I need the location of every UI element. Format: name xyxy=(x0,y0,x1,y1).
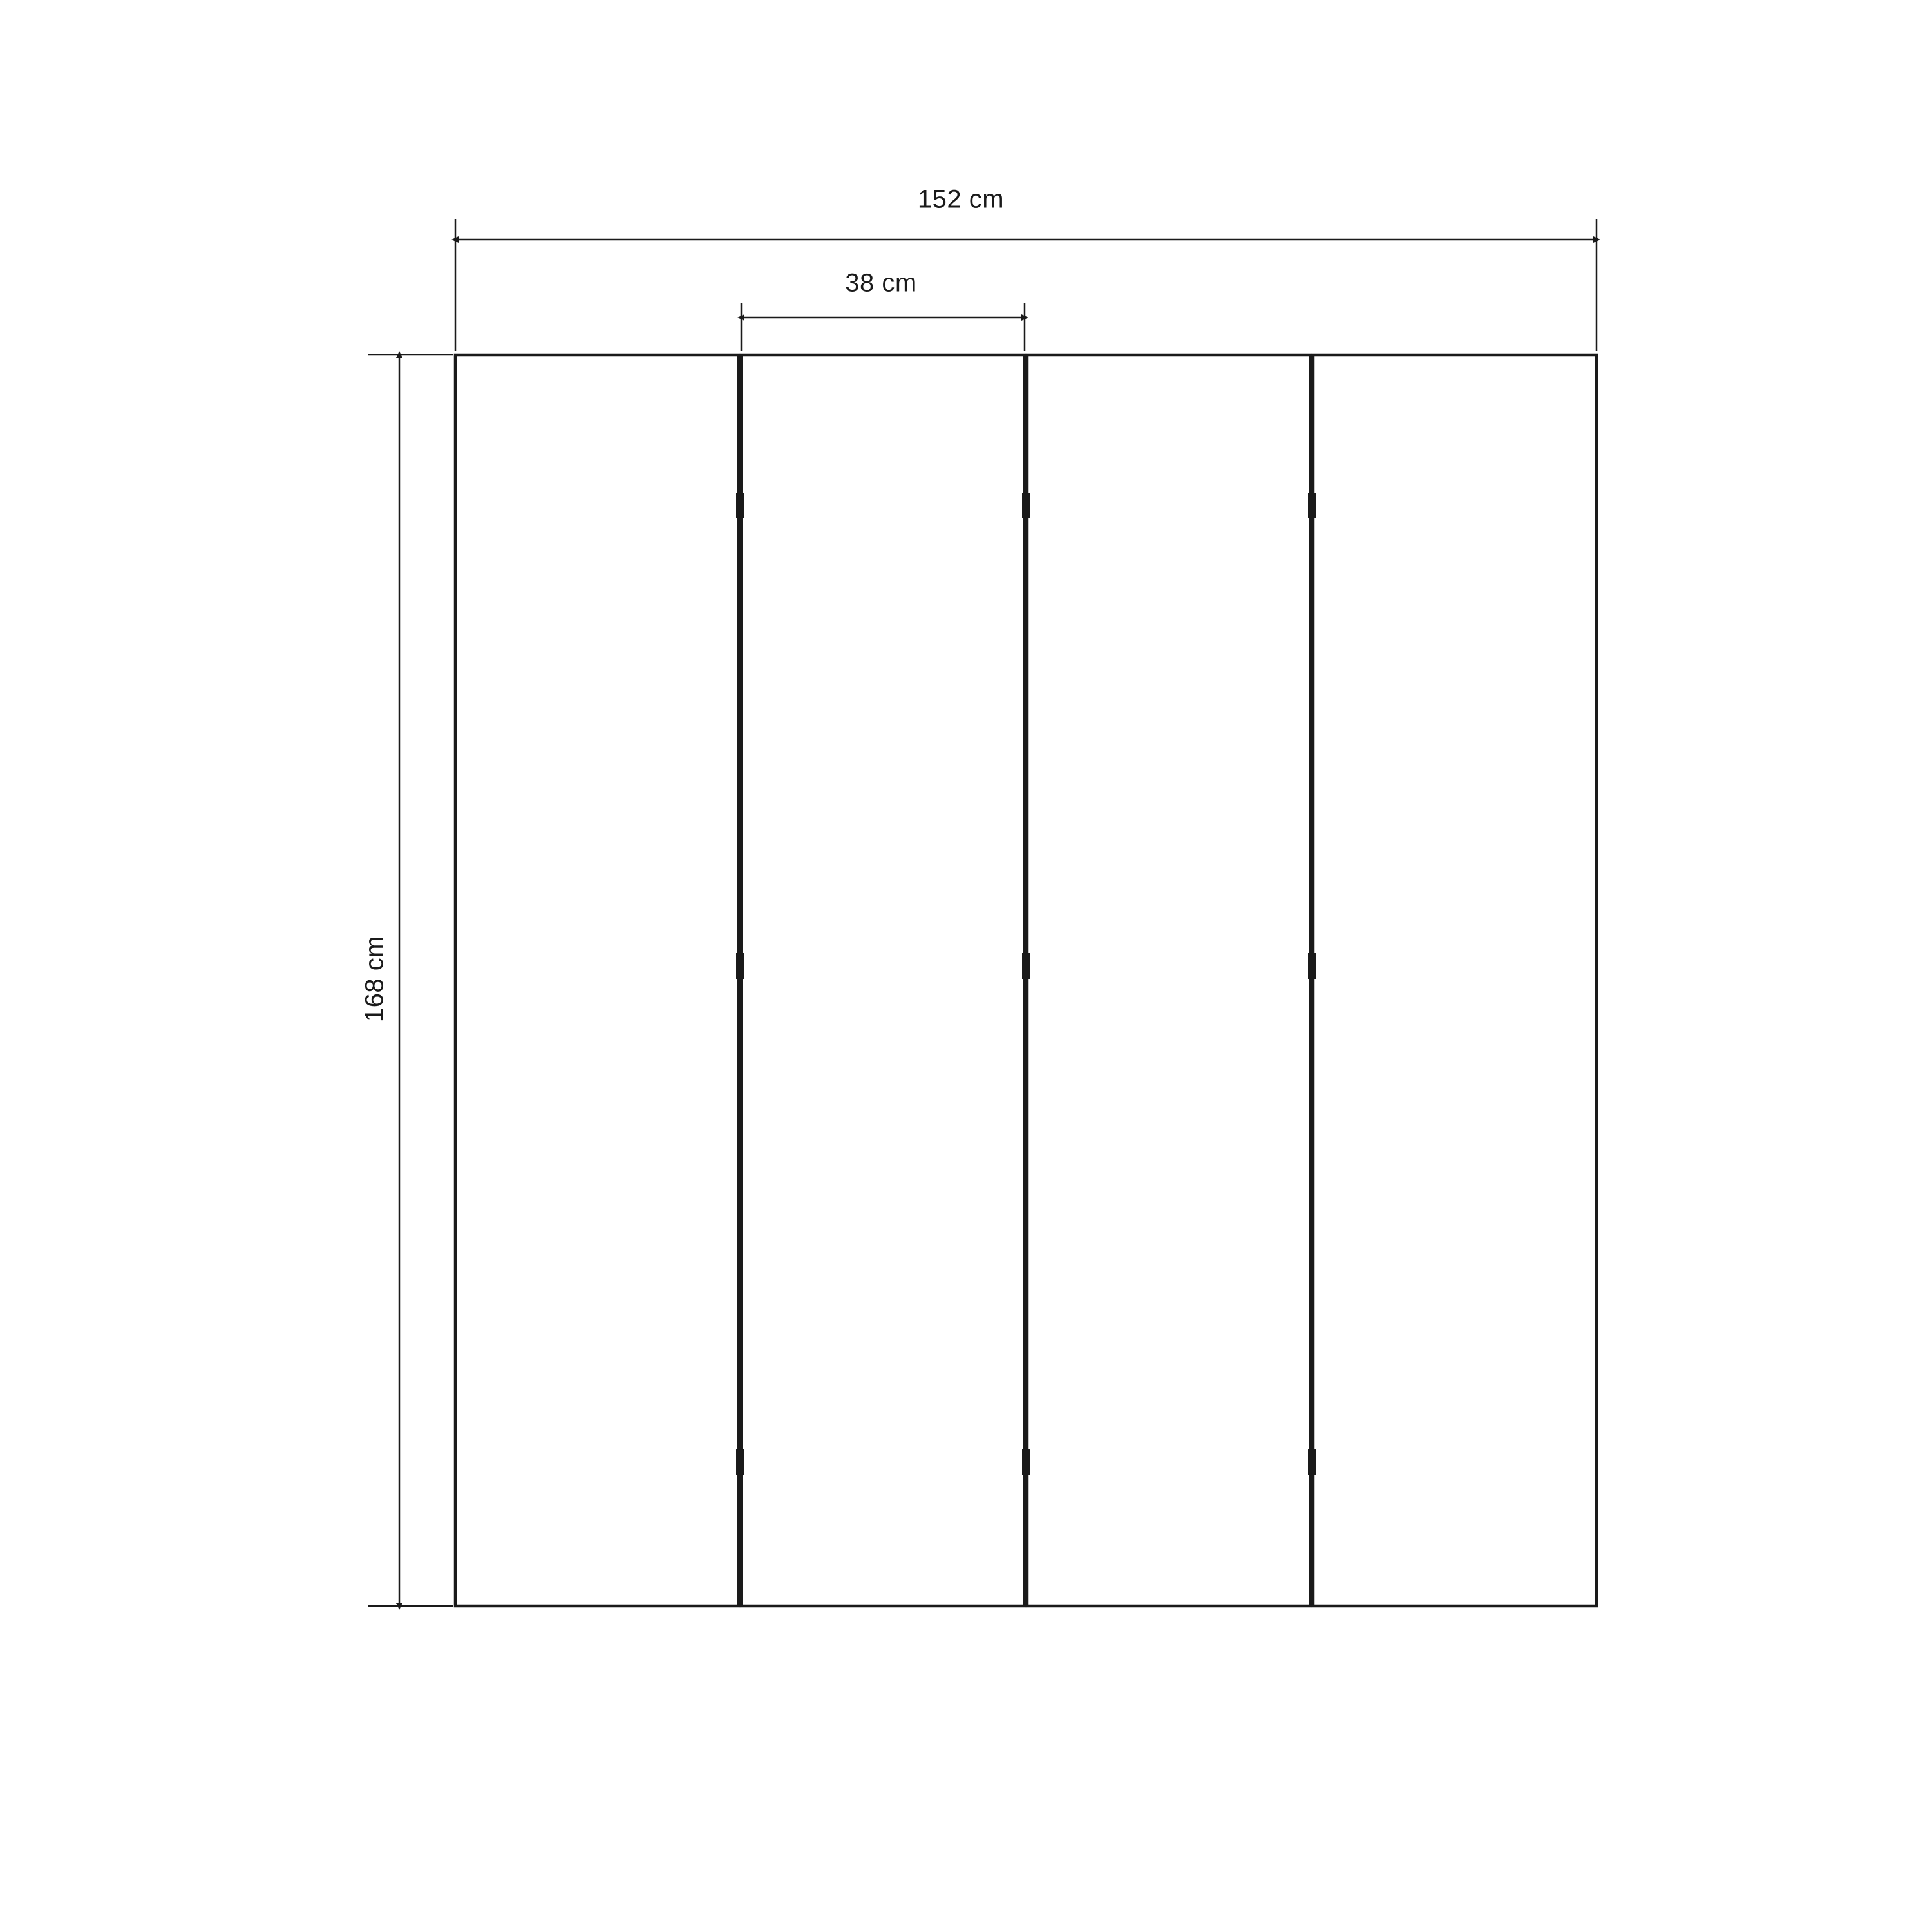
panel-4 xyxy=(1313,355,1596,1606)
hinge-icon xyxy=(1022,493,1030,518)
panel-1 xyxy=(455,355,739,1606)
hinge-icon xyxy=(1308,953,1316,979)
hinge-icon xyxy=(736,493,744,518)
panel-width-dimension xyxy=(741,303,1025,351)
hinge-icon xyxy=(736,953,744,979)
panel-3 xyxy=(1027,355,1311,1606)
panel-width-label: 38 cm xyxy=(845,269,917,298)
hinge-icon xyxy=(1022,1449,1030,1475)
panel-group xyxy=(455,355,1596,1606)
hinge-icon xyxy=(1308,493,1316,518)
hinge-icon xyxy=(736,1449,744,1475)
panel-2 xyxy=(741,355,1025,1606)
hinge-icon xyxy=(1022,953,1030,979)
hinge-icon xyxy=(1308,1449,1316,1475)
total-width-dimension xyxy=(455,219,1596,351)
total-width-label: 152 cm xyxy=(917,185,1005,214)
total-height-label: 168 cm xyxy=(360,935,389,1023)
